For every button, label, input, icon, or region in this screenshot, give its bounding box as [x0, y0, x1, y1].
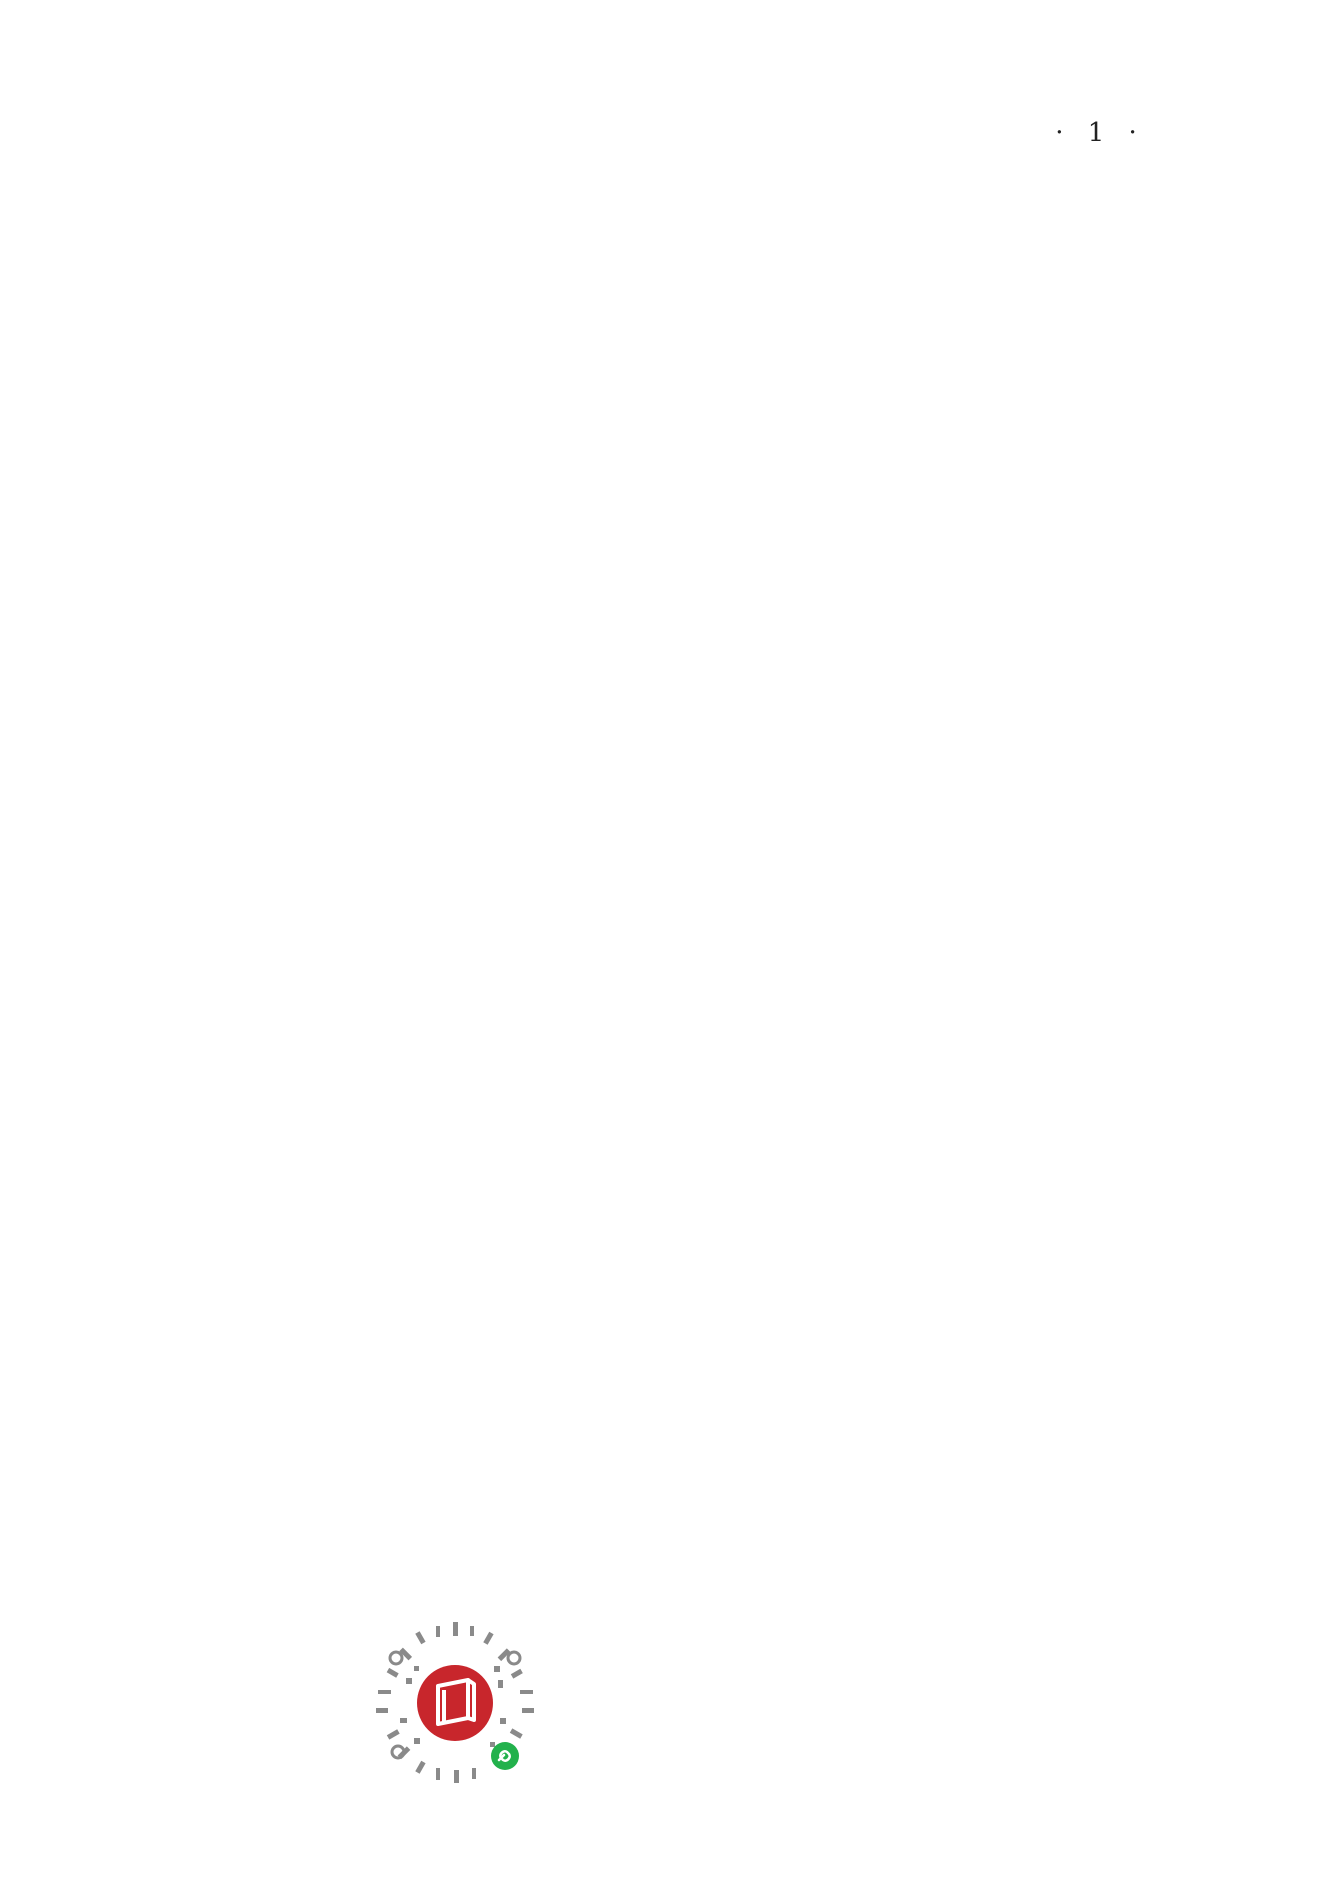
chapter-title	[262, 382, 348, 617]
body-paragraph-5	[670, 196, 714, 1716]
page-number: · 1 ·	[1055, 118, 1145, 148]
body-paragraph-4	[760, 196, 804, 1716]
book-badge	[417, 1665, 493, 1741]
body-paragraph-6	[600, 196, 644, 1716]
body-paragraph-8	[410, 196, 454, 1616]
body-paragraph-1	[985, 196, 1029, 1756]
body-paragraph-3	[825, 196, 869, 1636]
body-paragraph-7	[505, 196, 549, 1726]
body-paragraph-2	[915, 196, 959, 1686]
qr-code-badge[interactable]	[370, 1618, 540, 1788]
link-icon	[491, 1742, 519, 1770]
qr-code-icon	[370, 1618, 540, 1788]
